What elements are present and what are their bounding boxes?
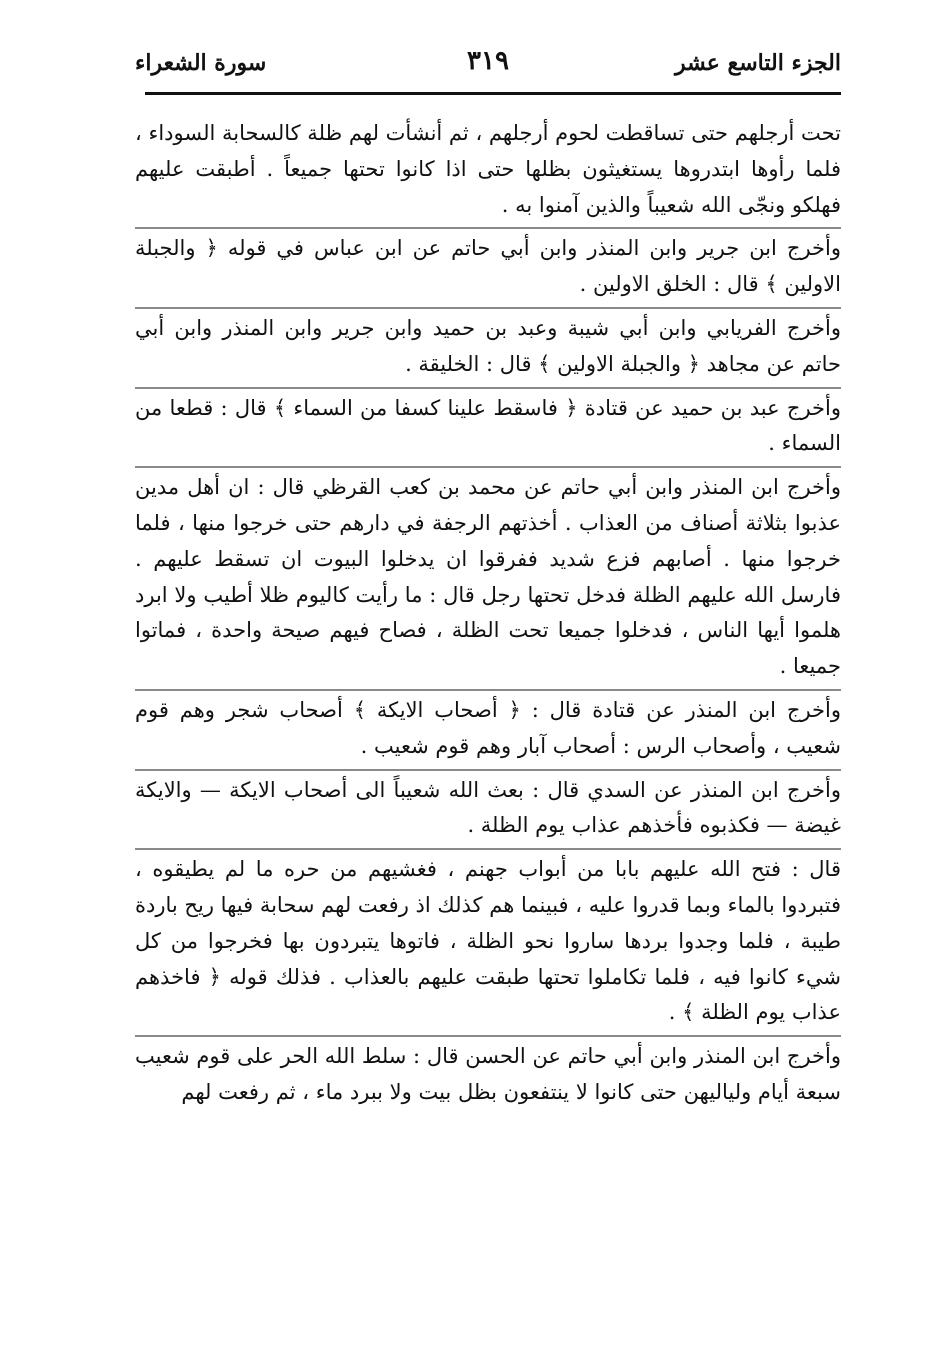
- paragraph-6: وأخرج ابن المنذر عن قتادة قال : ﴿ أصحاب الايكة ﴾ أصحاب شجر وهم قوم شعيب ، وأصحاب الرس : أصحاب آبار وهم قوم شعيب .: [135, 689, 841, 765]
- paragraph-3: وأخرج الفريابي وابن أبي شيبة وعبد بن حميد وابن جرير وابن المنذر وابن أبي حاتم عن مجاهد ﴿ والجبلة الاولين ﴾ قال : الخليقة .: [135, 307, 841, 383]
- paragraph-7: وأخرج ابن المنذر عن السدي قال : بعث الله شعيباً الى أصحاب الايكة — والايكة غيضة — فكذبوه فأخذهم عذاب يوم الظلة .: [135, 769, 841, 845]
- paragraph-8: قال : فتح الله عليهم بابا من أبواب جهنم ، فغشيهم من حره ما لم يطيقوه ، فتبردوا بالماء وبما قدروا عليه ، فبينما هم كذلك اذ رفعت لهم سحابة فيها ريح باردة طيبة ، فلما وجدوا بردها ساروا نحو الظلة ، فاتوها يتبردون بها فخرجوا من كل شيء كانوا فيه ، فلما تكاملوا تحتها طبقت عليهم بالعذاب . فذلك قوله ﴿ فاخذهم عذاب يوم الظلة ﴾ .: [135, 848, 841, 1031]
- surah-title: سورة الشعراء: [135, 50, 267, 76]
- page: [135, 0, 841, 1355]
- paragraph-1: تحت أرجلهم حتى تساقطت لحوم أرجلهم ، ثم أنشأت لهم ظلة كالسحابة السوداء ، فلما رأوها ابتدروها يستغيثون بظلها حتى اذا كانوا تحتها جميعاً . أطبقت عليهم فهلكو ونجّى الله شعيباً والذين آمنوا به .: [135, 121, 841, 217]
- paragraph-2: وأخرج ابن جرير وابن المنذر وابن أبي حاتم عن ابن عباس في قوله ﴿ والجبلة الاولين ﴾ قال : الخلق الاولين .: [135, 227, 841, 303]
- part-title: الجزء التاسع عشر: [674, 50, 841, 76]
- body-text: [135, 116, 841, 1111]
- header-rule: [145, 92, 841, 95]
- page-number: ٣١٩: [467, 46, 509, 76]
- paragraph-5: وأخرج ابن المنذر وابن أبي حاتم عن محمد بن كعب القرظي قال : ان أهل مدين عذبوا بثلاثة أصناف من العذاب . أخذتهم الرجفة في دارهم حتى خرجوا منها ، فلما خرجوا منها . أصابهم فزع شديد ففرقوا ان يدخلوا البيوت ان تسقط عليهم . فارسل الله عليهم الظلة فدخل تحتها رجل قال : ما رأيت كاليوم ظلا أطيب ولا ابرد هلموا أيها الناس ، فدخلوا جميعا تحت الظلة ، فصاح فيهم صيحة واحدة ، فماتوا جميعا .: [135, 466, 841, 685]
- paragraph-9: وأخرج ابن المنذر وابن أبي حاتم عن الحسن قال : سلط الله الحر على قوم شعيب سبعة أيام ولياليهن حتى كانوا لا ينتفعون بظل بيت ولا ببرد ماء ، ثم رفعت لهم: [135, 1035, 841, 1111]
- running-header: [135, 44, 841, 88]
- paragraph-4: وأخرج عبد بن حميد عن قتادة ﴿ فاسقط علينا كسفا من السماء ﴾ قال : قطعا من السماء .: [135, 387, 841, 463]
